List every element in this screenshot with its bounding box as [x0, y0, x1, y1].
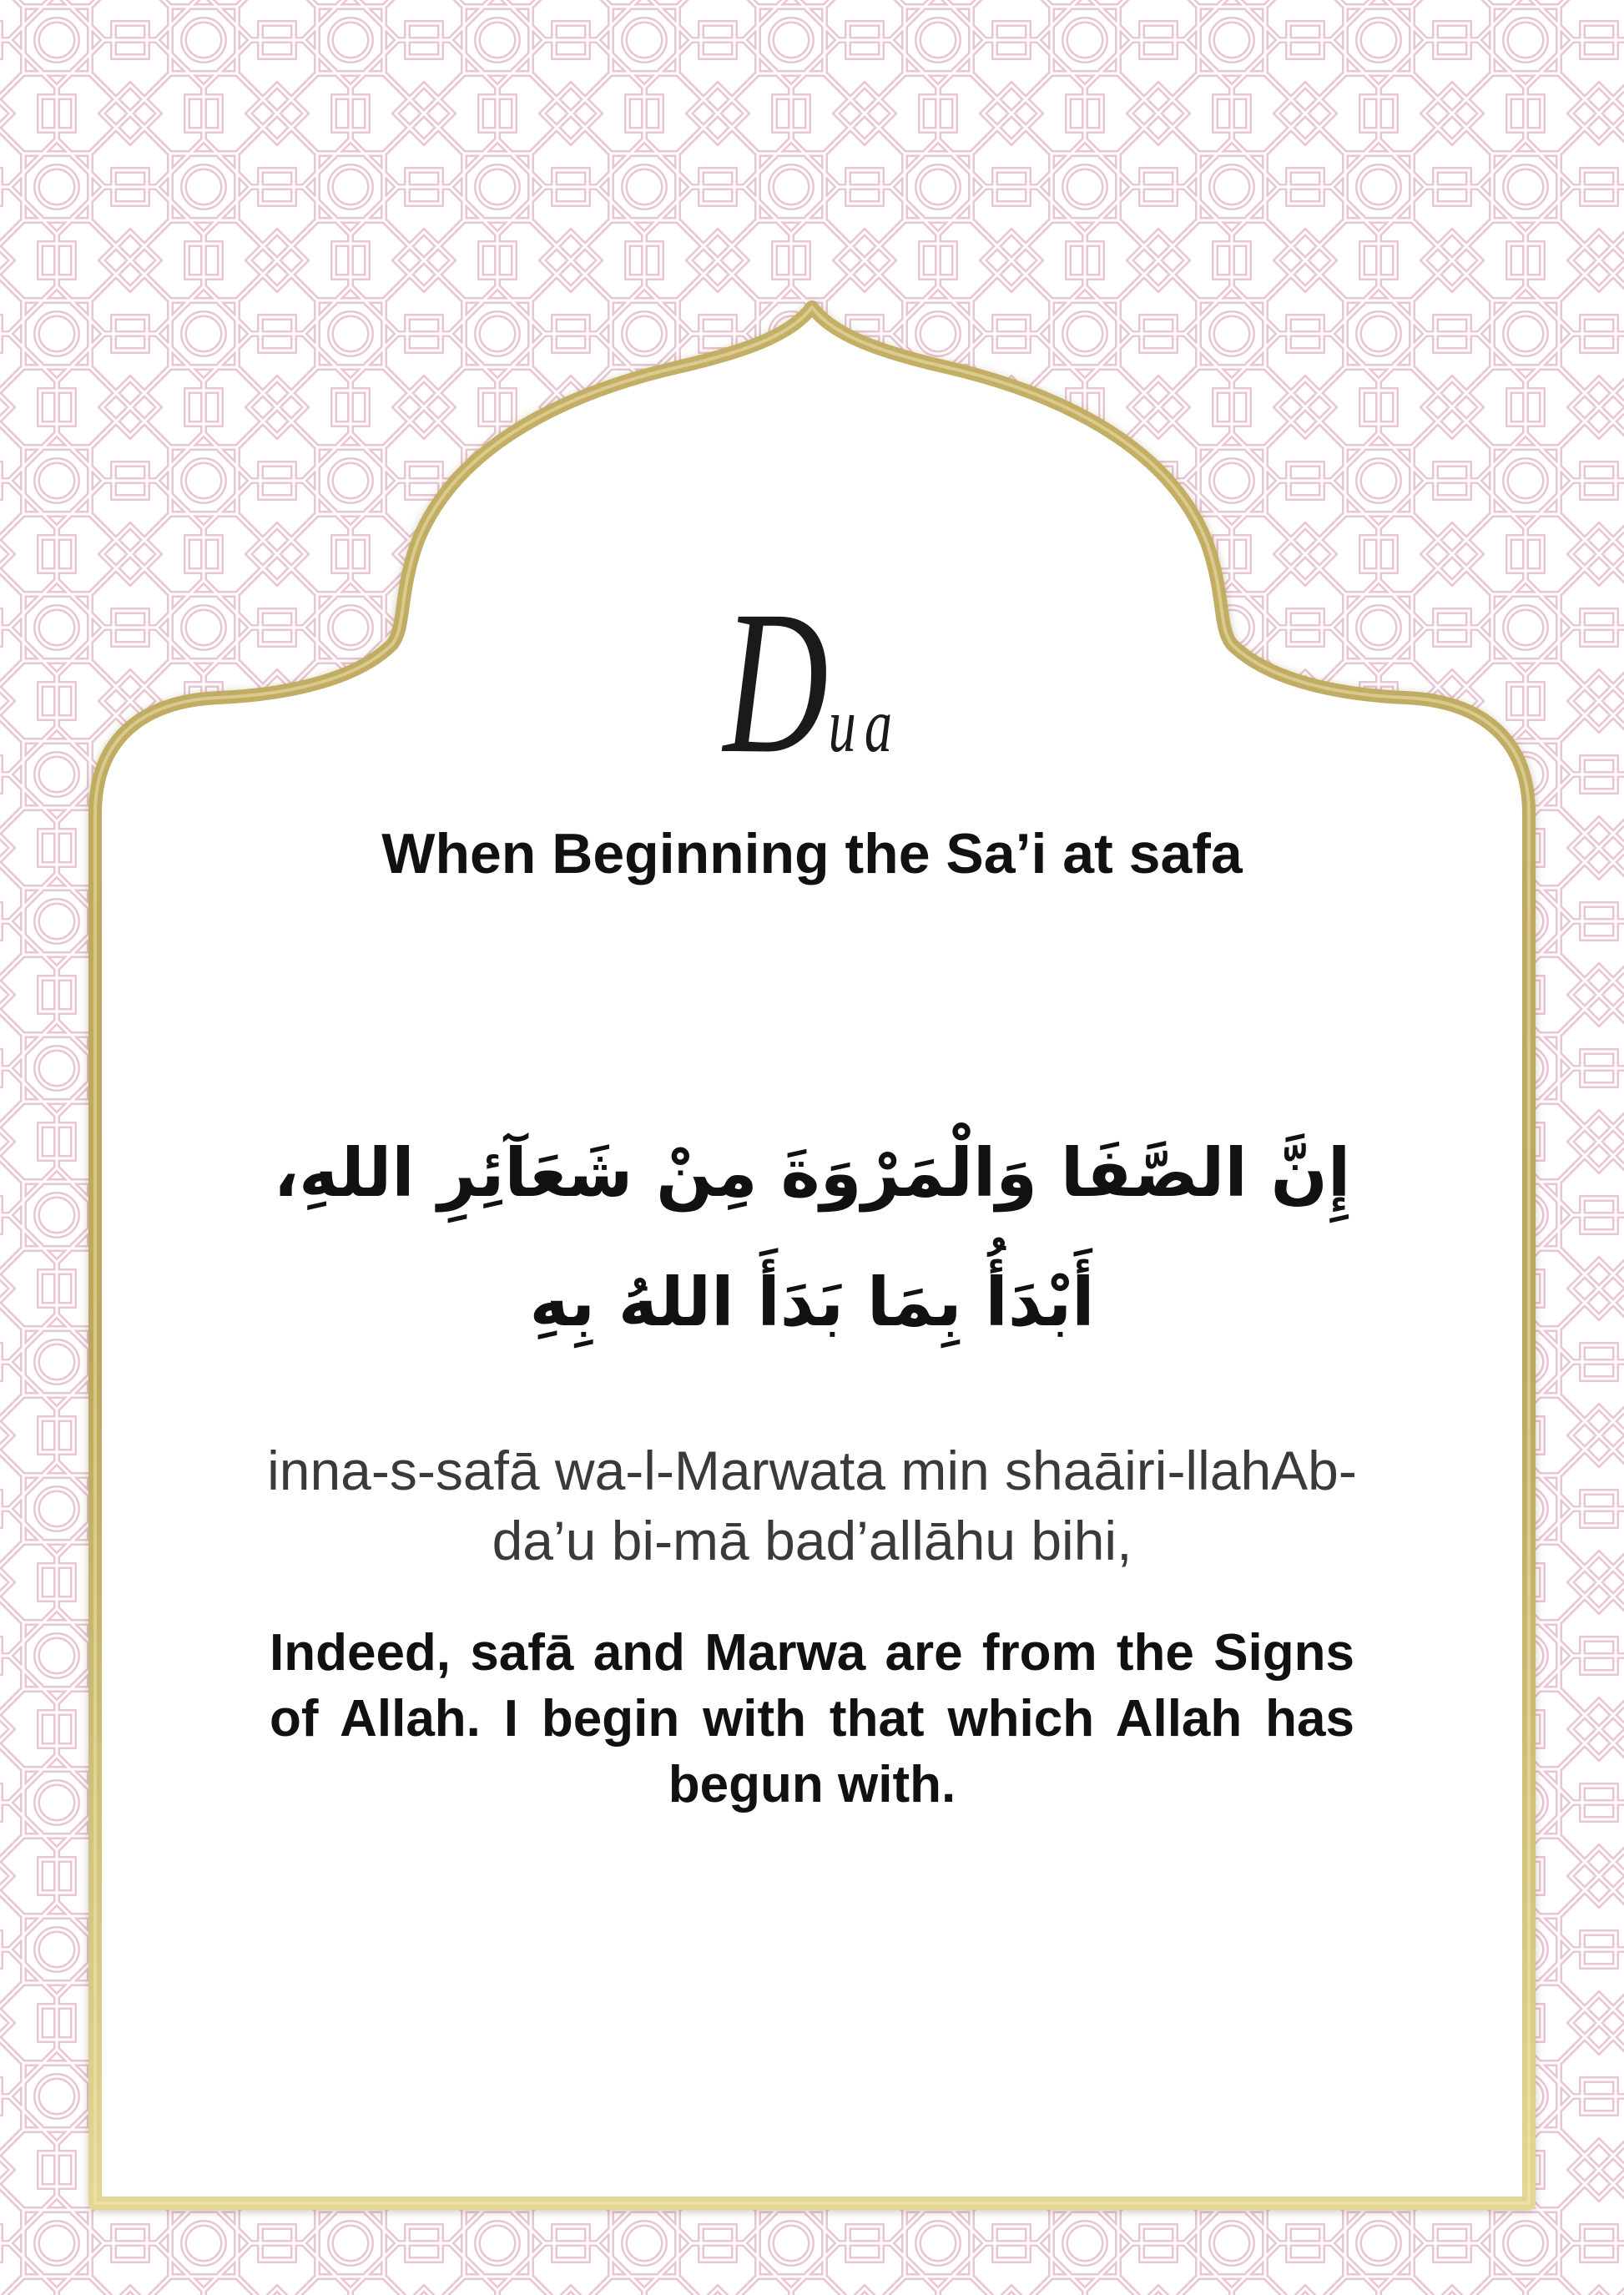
- arabic-line: إِنَّ الصَّفَا وَالْمَرْوَةَ مِنْ شَعَآئِرِ اللهِ،: [273, 1134, 1351, 1212]
- script-title-rest: ua: [828, 681, 901, 769]
- script-title-layer: [0, 0, 1624, 835]
- transliteration: [0, 1435, 1624, 1576]
- script-title-initial: D: [723, 568, 829, 797]
- arabic-text: [0, 1108, 1624, 1367]
- script-title: [721, 569, 900, 796]
- arabic-line: أَبْدَأُ بِمَا بَدَأَ اللهُ بِهِ: [529, 1264, 1095, 1341]
- transliteration-line: da’u bi-mā bad’allāhu bihi,: [492, 1510, 1132, 1571]
- transliteration-line: inna-s-safā wa-l-Marwata min shaāiri-llahAb-: [267, 1440, 1357, 1501]
- page-title: When Beginning the Sa’i at safa: [381, 822, 1243, 885]
- translation-text: Indeed, safā and Marwa are from the Signs of Allah. I begin with that which Allah has begun with.: [270, 1624, 1354, 1813]
